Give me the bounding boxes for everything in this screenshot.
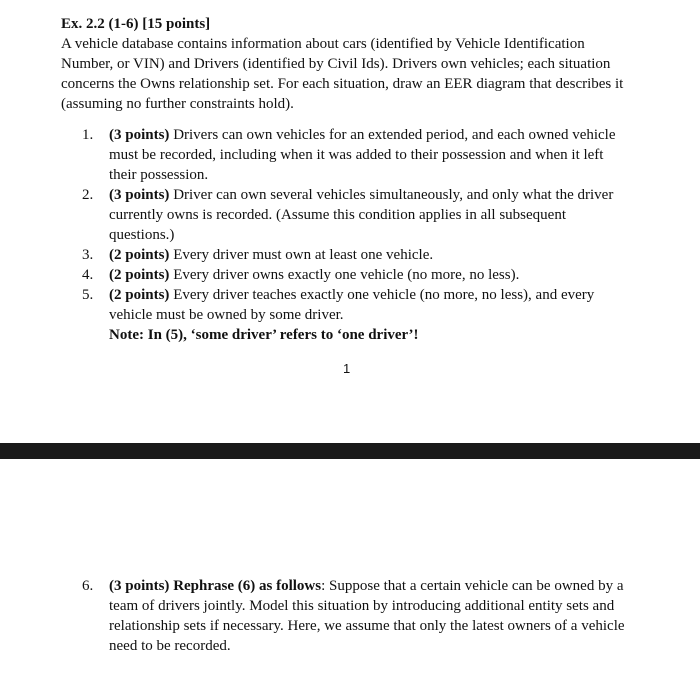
- question-points: (3 points): [109, 127, 170, 143]
- question-text: Every driver teaches exactly one vehicle (no more, no less), and every vehicle must be owned by some driver.: [109, 287, 595, 323]
- question-points: (2 points): [109, 267, 170, 283]
- question-number: 3.: [82, 247, 94, 263]
- question-number: 6.: [82, 578, 94, 594]
- question-number: 2.: [82, 187, 94, 203]
- question-item-3: [61, 245, 629, 265]
- question-text: Drivers can own vehicles for an extended period, and each owned vehicle must be recorded, including when it was added to their possession and when it left their possession.: [109, 127, 616, 183]
- page-break-divider: [0, 443, 700, 459]
- question-text: Driver can own several vehicles simultaneously, and only what the driver currently owns is recorded. (Assume this condition applies in all subsequent questions.): [109, 187, 614, 243]
- exercise-heading: Ex. 2.2 (1-6) [15 points]: [61, 16, 211, 32]
- question-number: 5.: [82, 287, 94, 303]
- question-points: (2 points): [109, 287, 170, 303]
- question-list-continued: [61, 576, 661, 656]
- question-list: [61, 125, 661, 325]
- question-text: Every driver must own at least one vehicle.: [173, 247, 434, 263]
- question-text: : Suppose that a certain vehicle can be owned by a team of drivers jointly. Model this situation by introducing additional entity sets and relationship sets if necessary. Here, we assume that only the latest owners of a vehicle need to be recorded.: [109, 578, 625, 654]
- question-item-6: [61, 576, 639, 656]
- question-number: 1.: [82, 127, 94, 143]
- question-item-1: [61, 125, 629, 185]
- question-number: 4.: [82, 267, 94, 283]
- question-text: Every driver owns exactly one vehicle (no more, no less).: [173, 267, 520, 283]
- page-1-content: [61, 14, 661, 345]
- note-text: Note: In (5), ‘some driver’ refers to ‘one driver’!: [109, 327, 419, 343]
- question-points: (2 points): [109, 247, 170, 263]
- question-item-4: [61, 265, 629, 285]
- page-2-content: [61, 576, 661, 656]
- exercise-intro: A vehicle database contains information about cars (identified by Vehicle Identification Number, or VIN) and Drivers (identified by Civil Ids). Drivers own vehicles; each situation concerns the Owns relationship set. For each situation, draw an EER diagram that describes it (assuming no further constraints hold).: [61, 36, 624, 112]
- question-points: (3 points): [109, 187, 170, 203]
- question-points: (3 points): [109, 578, 170, 594]
- question-item-2: [61, 185, 629, 245]
- question-item-5: [61, 285, 629, 325]
- page-number: 1: [343, 361, 351, 376]
- question-lead: Rephrase (6) as follows: [173, 578, 322, 594]
